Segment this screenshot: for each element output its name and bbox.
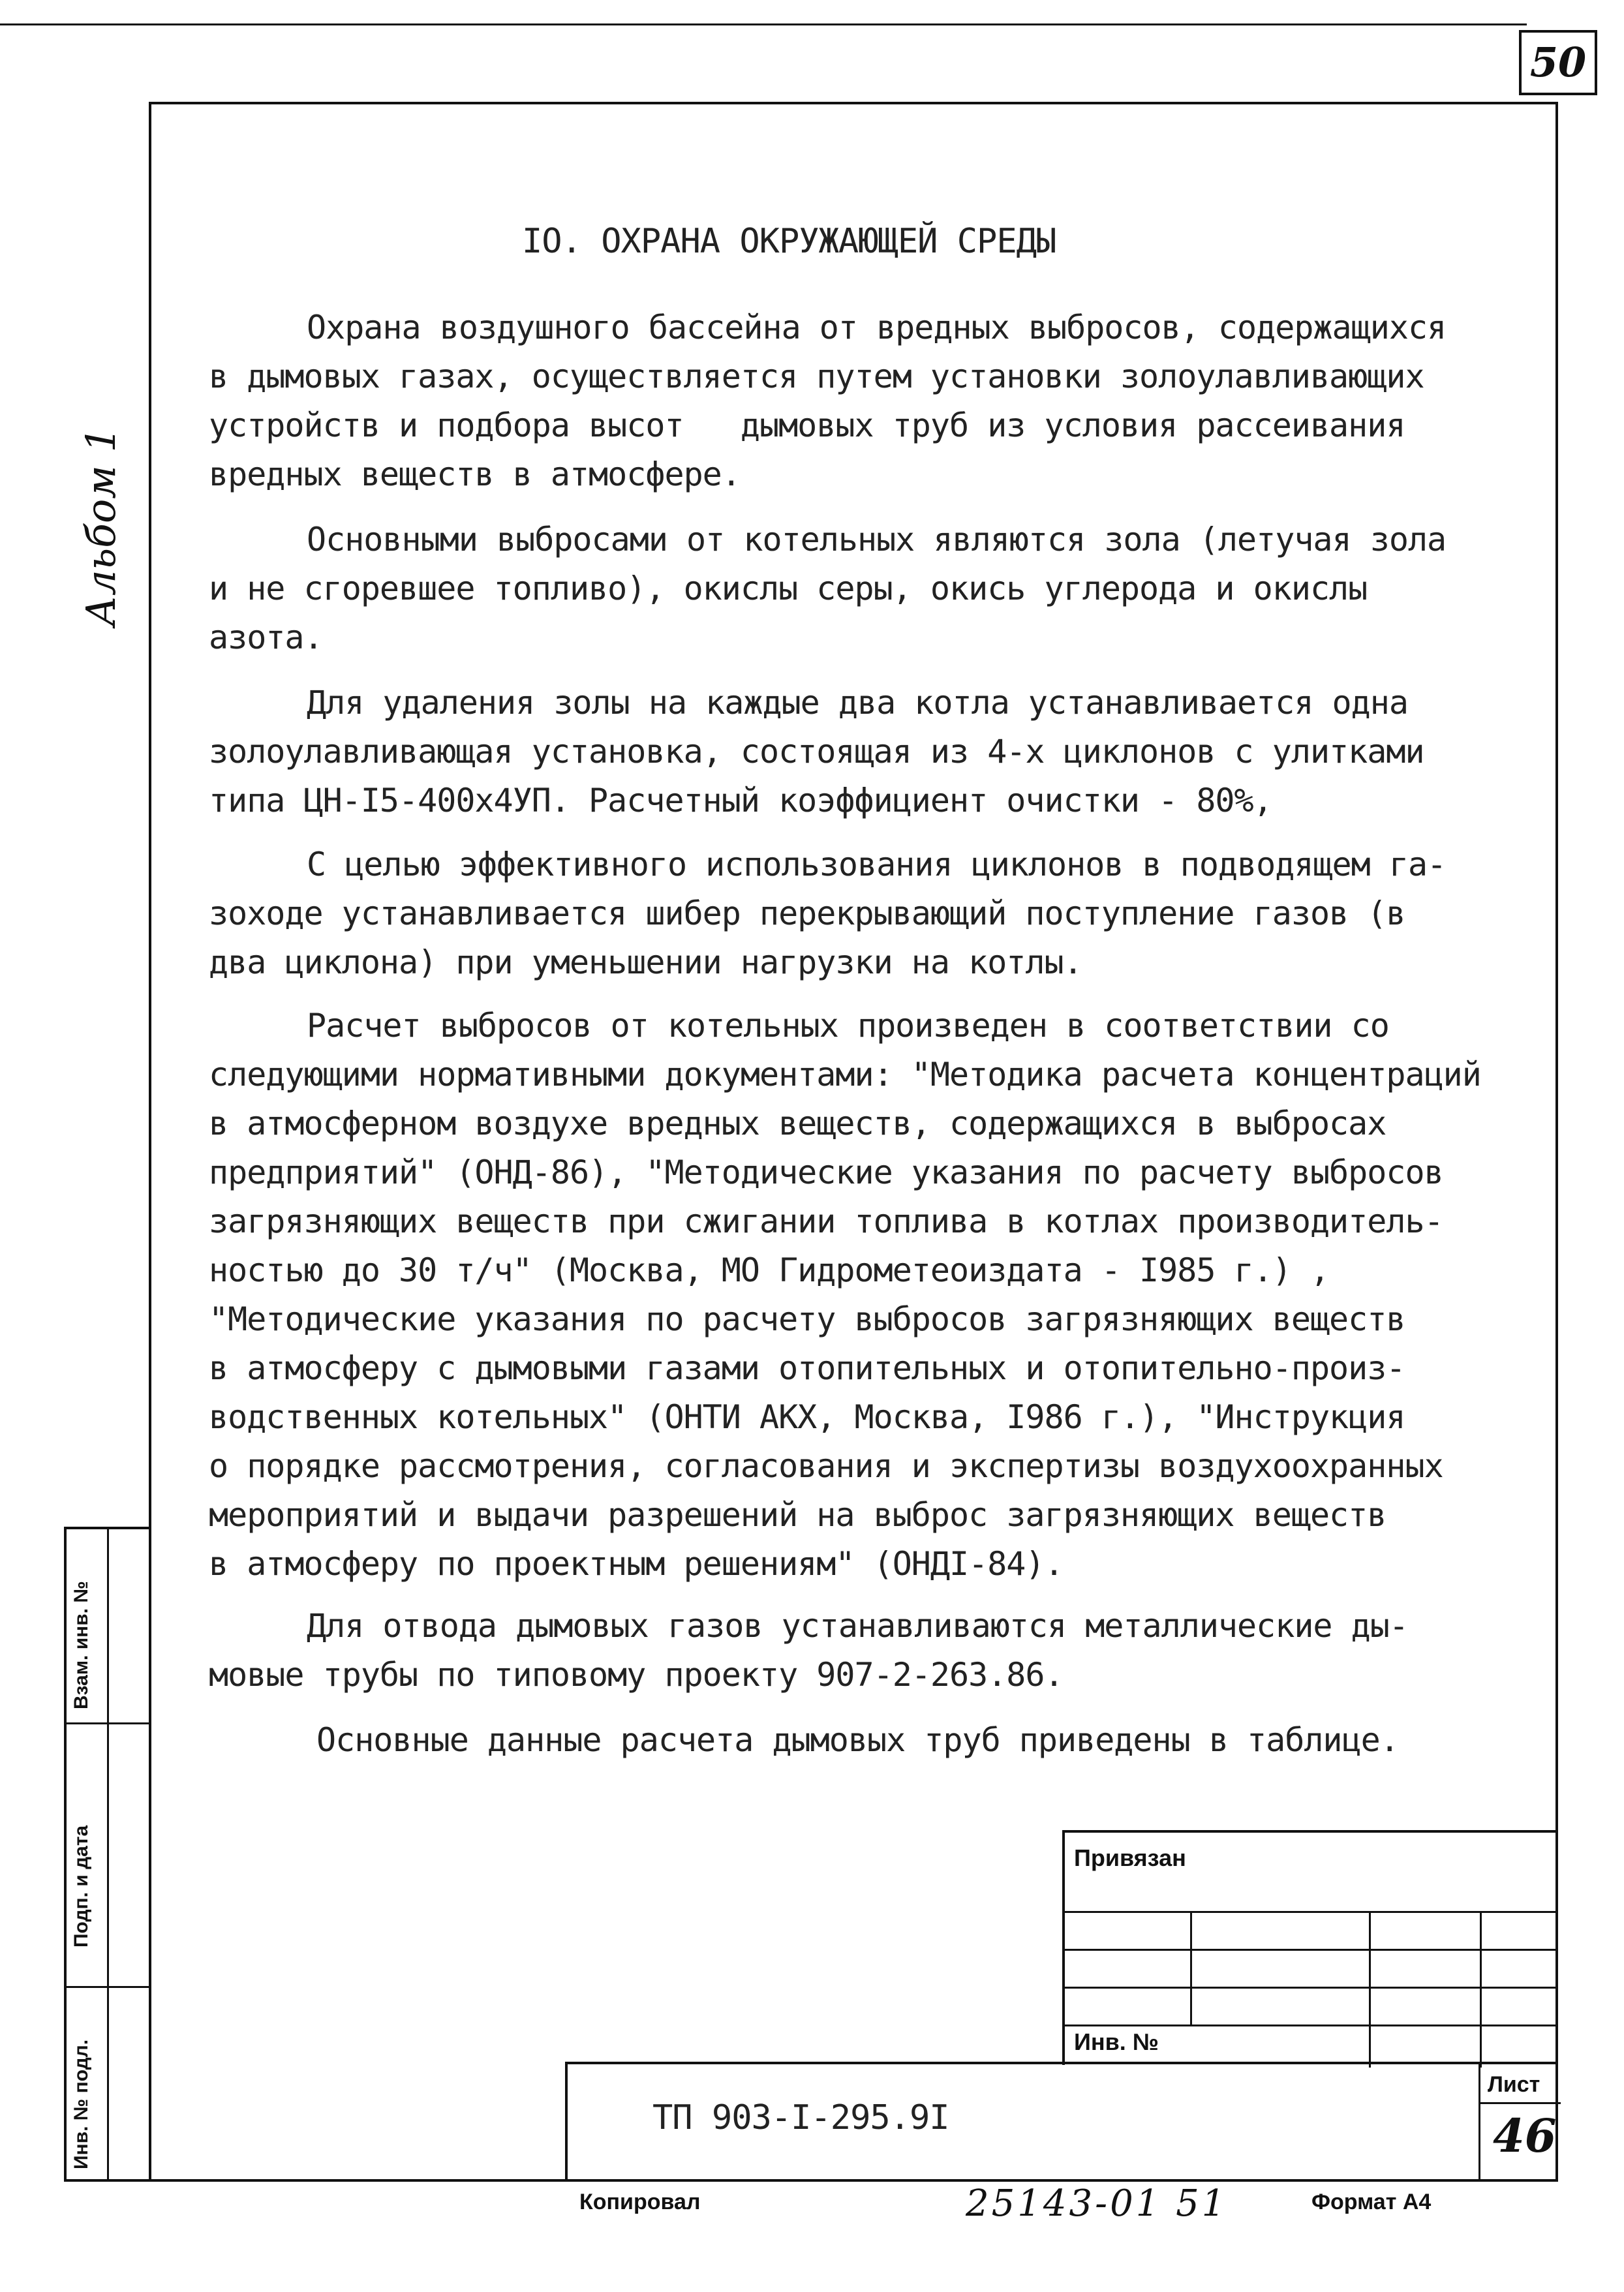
vzam-inv-label: Взам. инв. № [70, 1581, 92, 1709]
kopiroval-label: Копировал [579, 2190, 701, 2214]
list-number: 46 [1493, 2109, 1557, 2163]
paragraph-2: Основными выбросами от котельных являются зола (летучая зола и не сгоревшее топливо), окислы серы, окись углерода и окислы азота. [209, 521, 1447, 656]
body-text [209, 303, 1553, 499]
album-label: Альбом 1 [77, 427, 125, 626]
frame-top [149, 102, 1558, 104]
archive-number: 25143-01 51 [966, 2182, 1228, 2225]
title-block-main [565, 2062, 1558, 2182]
paragraph-5: Расчет выбросов от котельных произведен в соответствии со следующими нормативными документами: "Методика расчета концентраций в атмосферном воздухе вредных веществ, содержащихся в выбросах предприятий" (ОНД-86), "Методические указания по расчету выбросов загрязняющих веществ при сжигании топлива в котлах производитель- ностью до 30 т/ч" (Москва, МО Гидрометеоиздата - I985 г.) , "Методические указания по расчету выбросов загрязняющих веществ в атмосферу с дымовыми газами отопительных и отопительно-произ- водственных котельных" (ОНТИ АКХ, Москва, I986 г.), "Инструкция о порядке рассмотрения, согласования и экспертизы воздухоохранных мероприятий и выдачи разрешений на выброс загрязняющих веществ в атмосферу по проектным решениям" (ОНДI-84). [209, 1007, 1481, 1583]
list-label: Лист [1488, 2072, 1540, 2097]
format-label: Формат А4 [1311, 2190, 1432, 2214]
document-code: ТП 903-I-295.9I [652, 2098, 949, 2137]
privyazan-label: Привязан [1074, 1844, 1186, 1871]
paragraph-7: Основные данные расчета дымовых труб приведены в таблице. [316, 1721, 1399, 1759]
paragraph-1: Охрана воздушного бассейна от вредных выбросов, содержащихся в дымовых газах, осуществляется путем установки золоулавливающих устройств и подбора высот дымовых труб из условия рассеивания вредных веществ в атмосфере. [209, 309, 1447, 493]
paragraph-4: С целью эффективного использования циклонов в подводящем га- зоходе устанавливается шибер перекрывающий поступление газов (в два циклона) при уменьшении нагрузки на котлы. [209, 846, 1447, 981]
section-heading: IO. ОХРАНА ОКРУЖАЮЩЕЙ СРЕДЫ [522, 222, 1056, 261]
inv-podl-label: Инв. № подл. [70, 2039, 92, 2169]
page-number-box [1519, 30, 1597, 95]
page-number: 50 [1529, 38, 1587, 86]
top-rule [0, 23, 1527, 25]
inv-no-label: Инв. № [1074, 2028, 1159, 2055]
title-block-table [1062, 1830, 1558, 2065]
podp-data-label: Подп. и дата [70, 1825, 92, 1948]
paragraph-3: Для удаления золы на каждые два котла устанавливается одна золоулавливающая установка, состоящая из 4-х циклонов с улитками типа ЦН-I5-400х4УП. Расчетный коэффициент очистки - 80%, [209, 684, 1424, 819]
paragraph-6: Для отвода дымовых газов устанавливаются металлические ды- мовые трубы по типовому проекту 907-2-263.86. [209, 1607, 1408, 1694]
